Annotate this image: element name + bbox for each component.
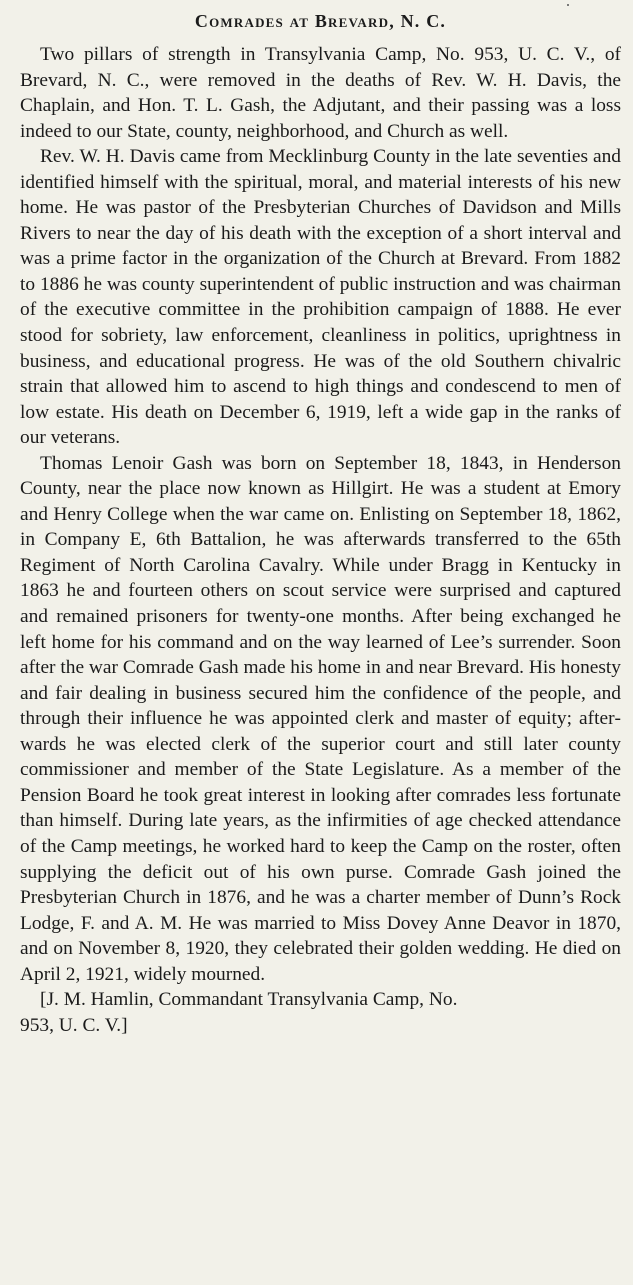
signature-line-1: [J. M. Hamlin, Commandant Transylvania Camp, No. [40,989,458,1011]
article-heading: Comrades at Brevard, N. C. [194,11,447,31]
paragraph-intro: Two pillars of strength in Transylvania Camp, No. 953, U. C. V., of Brevard, N. C., were removed in the deaths of Rev. W. H. Davis, the Chaplain, and Hon. T. L. Gash, the Adjutant, and their passing was a loss indeed to our State, county, neighborhood, and Church as well. [20,44,621,142]
article-body [20,42,621,1038]
signature-block [20,987,621,1038]
paragraph-davis: Rev. W. H. Davis came from Mecklinburg County in the late seventies and identified himself with the spiritual, moral, and material interests of his new home. He was pastor of the Presbyterian Churches of Davidson and Mills Rivers to near the day of his death with the exception of a short interval and was a prime factor in the organization of the Church at Brevard. From 1882 to 1886 he was county superintendent of public instruction and was chairman of the executive committee in the prohibition campaign of 1888. He ever stood for sobriety, law enforcement, cleanliness in politics, uprightness in business, and educational progress. He was of the old Southern chivalric strain that allowed him to ascend to high things and condescend to men of low estate. His death on December 6, 1919, left a wide gap in the ranks of our veterans. [20,146,621,449]
scan-speck [567,4,569,6]
paragraph-gash: Thomas Lenoir Gash was born on September 18, 1843, in Henderson County, near the place now known as Hillgirt. He was a student at Emory and Henry College when the war came on. Enlisting on September 18, 1862, in Company E, 6th Battalion, he was afterwards transferred to the 65th Regiment of North Carolina Cavalry. While under Bragg in Kentucky in 1863 he and fourteen others on scout service were surprised and captured and remained prisoners for twenty-one months. After being exchanged he left home for his command and on the way learned of Lee’s surrender. Soon after the war Comrade Gash made his home in and near Brevard. His honesty and fair dealing in business secured him the confidence of the people, and through their influence he was appointed clerk and master of equity; afterwards he was elected clerk of the superior court and still later county commissioner and member of the State Legislature. As a member of the Pension Board he took great interest in looking after comrades less fortunate than himself. During late years, as the infirmities of age checked attendance of the Camp meetings, he worked hard to keep the Camp on the roster, often supplying the deficit out of his own purse. Comrade Gash joined the Presbyterian Church in 1876, and he was a charter member of Dunn’s Rock Lodge, F. and A. M. He was married to Miss Dovey Anne Deavor in 1870, and on November 8, 1920, they celebrated their golden wedding. He died on April 2, 1921, widely mourned. [20,452,621,985]
signature-line-2: 953, U. C. V.] [20,1014,128,1036]
